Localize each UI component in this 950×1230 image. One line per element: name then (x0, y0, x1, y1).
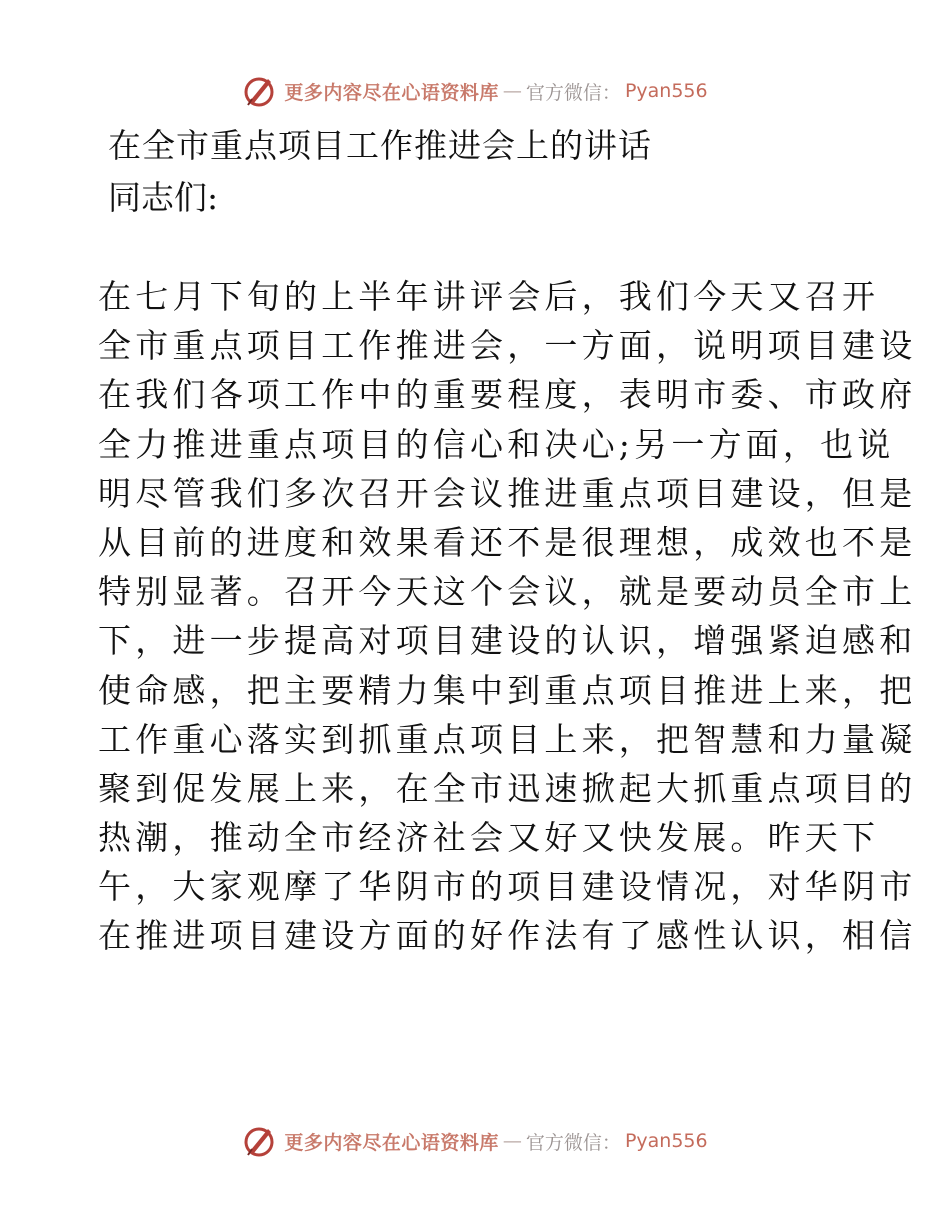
body-line: 聚到促发展上来，在全市迅速掀起大抓重点项目的 (98, 768, 917, 808)
document-body (98, 272, 917, 961)
watermark-wechat-label: 官方微信： (525, 81, 621, 104)
watermark-wechat-id: Pyan556 (624, 1130, 708, 1152)
body-line: 在我们各项工作中的重要程度，表明市委、市政府 (98, 375, 917, 415)
header-watermark (0, 71, 950, 111)
body-line: 工作重心落实到抓重点项目上来，把智慧和力量凝 (98, 719, 917, 759)
body-line: 午，大家观摩了华阴市的项目建设情况，对华阴市 (98, 867, 917, 907)
body-line: 从目前的进度和效果看还不是很理想，成效也不是 (98, 522, 917, 562)
quill-logo-icon (242, 1123, 278, 1159)
body-line: 下，进一步提高对项目建设的认识，增强紧迫感和 (98, 621, 917, 661)
watermark-site-name: 更多内容尽在心语资料库 (284, 1131, 499, 1154)
body-line: 特别显著。召开今天这个会议，就是要动员全市上 (98, 572, 917, 612)
body-line: 热潮，推动全市经济社会又好又快发展。昨天下 (98, 818, 880, 858)
watermark-separator: — (502, 1130, 522, 1152)
watermark-site-name: 更多内容尽在心语资料库 (284, 81, 499, 104)
watermark-wechat-id: Pyan556 (624, 80, 708, 102)
body-line: 使命感，把主要精力集中到重点项目推进上来，把 (98, 670, 917, 710)
body-line: 全市重点项目工作推进会，一方面，说明项目建设 (98, 326, 917, 366)
document-title: 在全市重点项目工作推进会上的讲话 (108, 126, 652, 165)
body-line: 在七月下旬的上半年讲评会后，我们今天又召开 (98, 277, 880, 316)
watermark-wechat-label: 官方微信： (525, 1131, 621, 1154)
document-salutation: 同志们: (108, 178, 219, 217)
watermark-separator: — (502, 80, 522, 102)
body-line: 明尽管我们多次召开会议推进重点项目建设，但是 (98, 473, 917, 513)
quill-logo-icon (242, 73, 278, 109)
body-line: 全力推进重点项目的信心和决心;另一方面，也说 (98, 424, 895, 464)
footer-watermark (0, 1121, 950, 1161)
body-line: 在推进项目建设方面的好作法有了感性认识，相信 (98, 916, 917, 956)
